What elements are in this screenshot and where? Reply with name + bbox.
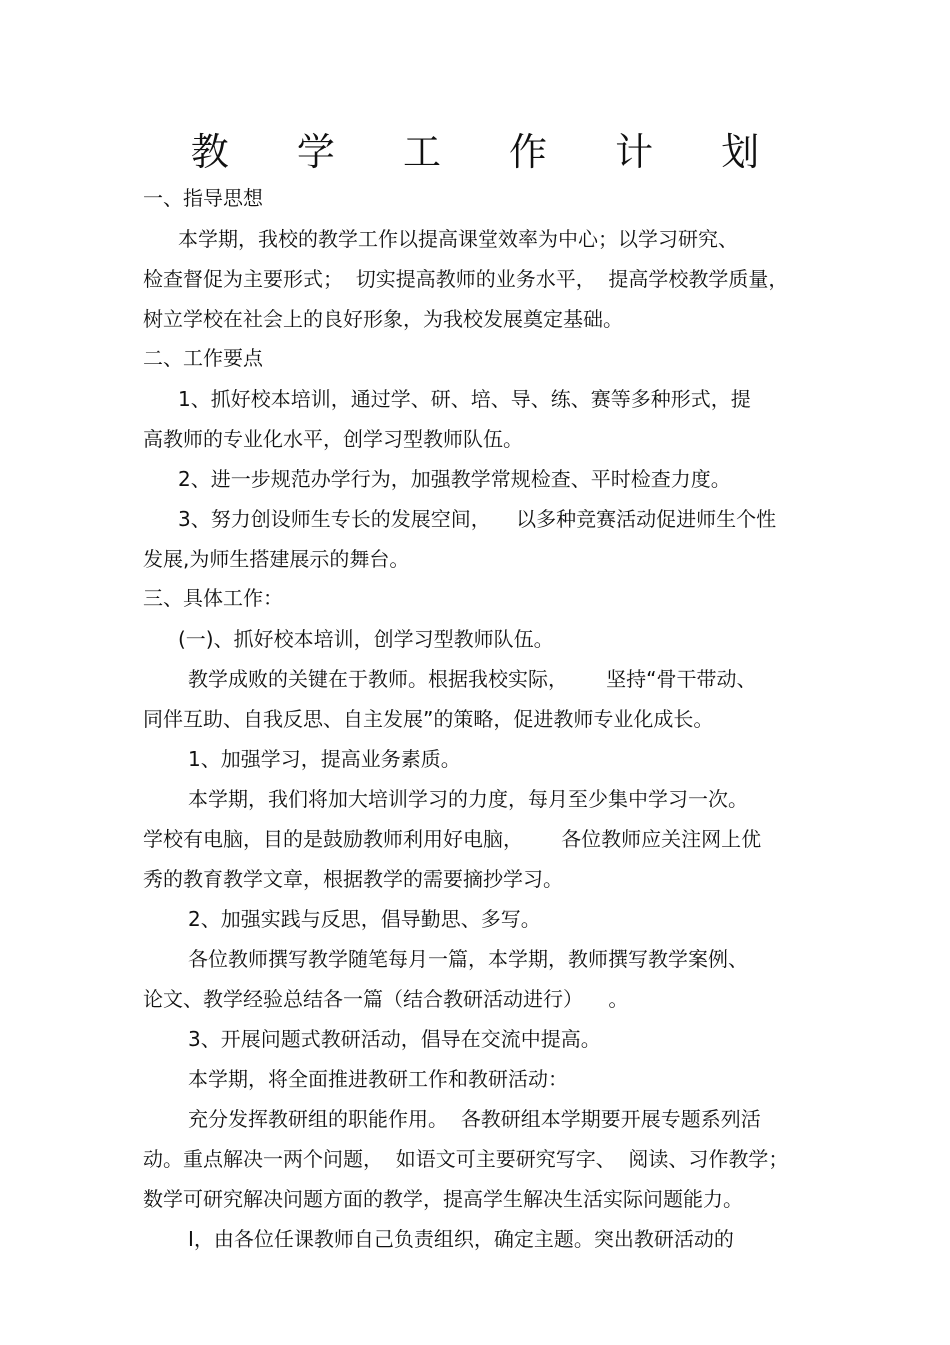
- paragraph-line: 各位教师撰写教学随笔每月一篇，本学期，教师撰写教学案例、: [188, 947, 748, 971]
- paragraph-line: 充分发挥教研组的职能作用。 各教研组本学期要开展专题系列活: [188, 1107, 761, 1131]
- paragraph-line: 1、抓好校本培训，通过学、研、培、导、练、赛等多种形式，提: [178, 387, 751, 411]
- paragraph-line: 同伴互助、自我反思、自主发展”的策略，促进教师专业化成长。: [143, 707, 714, 731]
- paragraph-line: 本学期，将全面推进教研工作和教研活动：: [188, 1067, 568, 1091]
- paragraph-line: 数学可研究解决问题方面的教学，提高学生解决生活实际问题能力。: [143, 1187, 743, 1211]
- paragraph-line: 动。重点解决一两个问题， 如语文可主要研究写字、 阅读、习作教学；: [143, 1147, 789, 1171]
- section-heading-specific-work: 三、具体工作：: [143, 586, 283, 610]
- paragraph-line: 树立学校在社会上的良好形象，为我校发展奠定基础。: [143, 307, 623, 331]
- paragraph-line: 高教师的专业化水平，创学习型教师队伍。: [143, 427, 523, 451]
- paragraph-line: 秀的教育教学文章，根据教学的需要摘抄学习。: [143, 867, 563, 891]
- paragraph-line: 3、努力创设师生专长的发展空间， 以多种竞赛活动促进师生个性: [178, 507, 777, 531]
- paragraph-line: 检查督促为主要形式； 切实提高教师的业务水平， 提高学校教学质量，: [143, 267, 789, 291]
- paragraph-line: 论文、教学经验总结各一篇（结合教研活动进行） 。: [143, 987, 629, 1011]
- subsection-heading: (一)、抓好校本培训，创学习型教师队伍。: [178, 627, 554, 651]
- page-title: 教 学 工 作 计 划: [190, 130, 788, 174]
- paragraph-line: 2、加强实践与反思，倡导勤思、多写。: [188, 907, 541, 931]
- paragraph-line: 本学期，我校的教学工作以提高课堂效率为中心；以学习研究、: [178, 227, 738, 251]
- paragraph-line: 3、开展问题式教研活动，倡导在交流中提高。: [188, 1027, 601, 1051]
- paragraph-line: 1、加强学习，提高业务素质。: [188, 747, 461, 771]
- paragraph-line: 发展,为师生搭建展示的舞台。: [143, 547, 410, 571]
- section-heading-work-points: 二、工作要点: [143, 346, 263, 370]
- paragraph-line: 学校有电脑，目的是鼓励教师利用好电脑， 各位教师应关注网上优: [143, 827, 762, 851]
- paragraph-line: 教学成败的关键在于教师。根据我校实际， 坚持“骨干带动、: [188, 667, 757, 691]
- paragraph-line: Ⅰ，由各位任课教师自己负责组织，确定主题。突出教研活动的: [188, 1227, 734, 1251]
- paragraph-line: 本学期，我们将加大培训学习的力度，每月至少集中学习一次。: [188, 787, 748, 811]
- paragraph-line: 2、进一步规范办学行为，加强教学常规检查、平时检查力度。: [178, 467, 731, 491]
- section-heading-guiding-ideology: 一、指导思想: [143, 186, 263, 210]
